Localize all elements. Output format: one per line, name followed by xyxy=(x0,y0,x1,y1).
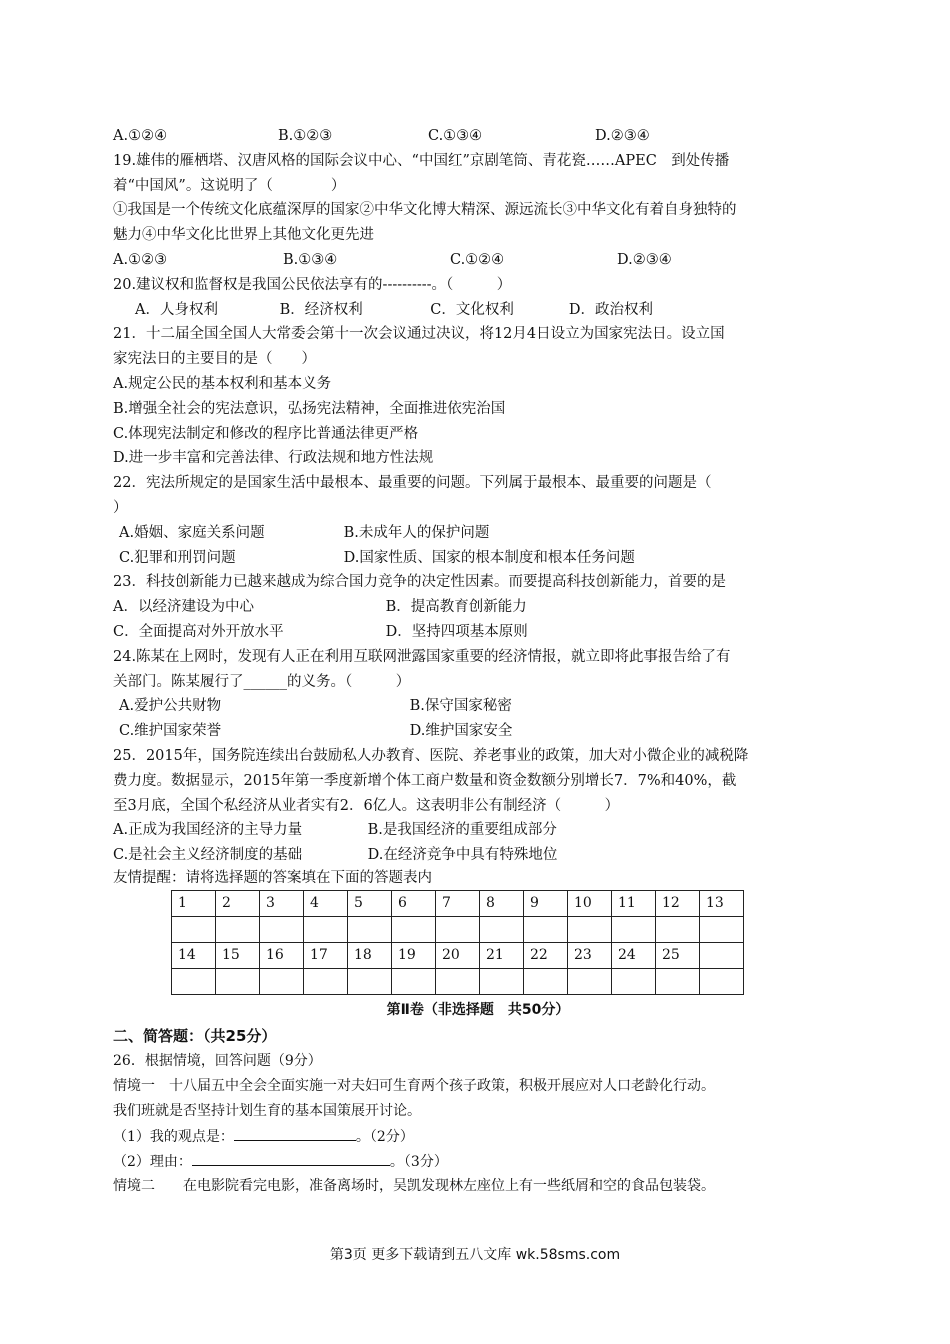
answer-cell-input[interactable] xyxy=(656,968,700,994)
q18-option-a: A.①②④ xyxy=(113,128,168,144)
q18-options xyxy=(113,124,843,149)
q26-scene-1-line-2: 我们班就是否坚持计划生育的基本国策展开讨论。 xyxy=(113,1102,421,1119)
answer-cell-label: 21 xyxy=(480,942,524,968)
q26-sub-1 xyxy=(113,1124,843,1149)
q20-option-b: B．经济权利 xyxy=(279,301,363,318)
page-footer: 第3页 更多下载请到五八文库 wk.58sms.com xyxy=(329,1247,621,1263)
q23-stem: 23．科技创新能力已越来越成为综合国力竞争的决定性因素。而要提高科技创新能力，首要的是 xyxy=(113,574,726,591)
q18-option-d: D.②③④ xyxy=(595,128,650,144)
q22-options-row-1 xyxy=(113,521,843,546)
q22-option-d: D.国家性质、国家的根本制度和根本任务问题 xyxy=(343,549,635,566)
q19-option-b: B.①③④ xyxy=(283,251,338,268)
answer-cell-input[interactable] xyxy=(172,968,216,994)
q23-options-row-1 xyxy=(113,595,843,620)
q23-options-row-2 xyxy=(113,620,843,645)
answer-cell-input[interactable] xyxy=(348,968,392,994)
answer-table xyxy=(171,890,744,995)
q24-stem-1: 24.陈某在上网时，发现有人正在利用互联网泄露国家重要的经济情报，就立即将此事报告给了有 xyxy=(113,648,731,665)
q19-items-1: ①我国是一个传统文化底蕴深厚的国家②中华文化博大精深、源远流长③中华文化有着自身独特的 xyxy=(113,202,737,219)
q19-option-c: C.①②④ xyxy=(450,251,505,268)
q26-sub-2-blank[interactable] xyxy=(192,1149,390,1166)
answer-cell-input[interactable] xyxy=(480,916,524,942)
q26-scene-1-line-1: 情境一 十八届五中全会全面实施一对夫妇可生育两个孩子政策，积极开展应对人口老龄化行动。 xyxy=(113,1077,715,1094)
answer-cell-label: 12 xyxy=(656,890,700,916)
answer-table-row-blank-1 xyxy=(172,916,744,942)
answer-cell-input[interactable] xyxy=(568,968,612,994)
q19-options xyxy=(113,248,843,273)
answer-cell-input[interactable] xyxy=(304,916,348,942)
answer-cell-label: 19 xyxy=(392,942,436,968)
answer-cell-input[interactable] xyxy=(392,968,436,994)
answer-cell-label: 9 xyxy=(524,890,568,916)
q26-sub-2-tail: 。（3分） xyxy=(389,1153,448,1170)
q26-sub-1-blank[interactable] xyxy=(234,1124,356,1141)
answer-cell-label: 10 xyxy=(568,890,612,916)
answer-cell-label: 8 xyxy=(480,890,524,916)
q20-stem: 20.建议权和监督权是我国公民依法享有的----------。（ ） xyxy=(113,276,512,293)
q25-option-c: C.是社会主义经济制度的基础 xyxy=(113,847,303,864)
answer-cell-input[interactable] xyxy=(260,968,304,994)
answer-cell-label: 3 xyxy=(260,890,304,916)
answer-cell-label: 20 xyxy=(436,942,480,968)
answer-table-row-numbers-2 xyxy=(172,942,744,968)
q26-scene-2: 情境二 在电影院看完电影，准备离场时，吴凯发现林左座位上有一些纸屑和空的食品包装袋。 xyxy=(113,1177,715,1194)
answer-cell-input[interactable] xyxy=(656,916,700,942)
q18-option-b: B.①②③ xyxy=(278,128,333,144)
q24-option-d: D.维护国家安全 xyxy=(409,723,513,740)
answer-cell-label: 15 xyxy=(216,942,260,968)
q22-stem-1: 22．宪法所规定的是国家生活中最根本、最重要的问题。下列属于最根本、最重要的问题是（ xyxy=(113,475,712,492)
q25-options-row-1 xyxy=(113,818,843,843)
answer-cell-input[interactable] xyxy=(392,916,436,942)
q26-sub-1-label: （1）我的观点是： xyxy=(113,1128,234,1145)
answer-cell-input[interactable] xyxy=(524,916,568,942)
q24-options-row-2 xyxy=(113,719,843,744)
q22-option-a: A.婚姻、家庭关系问题 xyxy=(119,524,265,541)
q24-stem-2: 关部门。陈某履行了______的义务。（ ） xyxy=(113,673,411,690)
q25-option-a: A.正成为我国经济的主导力量 xyxy=(113,822,303,839)
q22-options-row-2 xyxy=(113,546,843,571)
q22-option-b: B.未成年人的保护问题 xyxy=(343,524,490,541)
q19-option-d: D.②③④ xyxy=(617,251,672,268)
q21-stem-1: 21．十二届全国全国人大常委会第十一次会议通过决议，将12月4日设立为国家宪法日。设立国 xyxy=(113,326,725,343)
answer-cell-input[interactable] xyxy=(436,968,480,994)
answer-cell-label: 1 xyxy=(172,890,216,916)
answer-cell-label: 5 xyxy=(348,890,392,916)
q20-option-c: C．文化权利 xyxy=(430,301,514,318)
q25-stem-1: 25．2015年，国务院连续出台鼓励私人办教育、医院、养老事业的政策，加大对小微企业的减税降 xyxy=(113,747,749,764)
q25-options-row-2 xyxy=(113,843,843,868)
answer-cell-label xyxy=(700,942,744,968)
answer-cell-label: 25 xyxy=(656,942,700,968)
q20-option-a: A．人身权利 xyxy=(135,301,218,318)
q19-stem-2: 着“中国风”。这说明了（ ） xyxy=(113,177,346,194)
q20-options xyxy=(113,298,843,323)
q22-option-c: C.犯罪和刑罚问题 xyxy=(119,549,236,566)
answer-cell-input[interactable] xyxy=(480,968,524,994)
answer-cell-label: 22 xyxy=(524,942,568,968)
q23-option-a: A．以经济建设为中心 xyxy=(113,599,254,616)
q21-option-b: B.增强全社会的宪法意识，弘扬宪法精神，全面推进依宪治国 xyxy=(113,400,506,417)
q24-option-c: C.维护国家荣誉 xyxy=(119,723,222,740)
answer-cell-input[interactable] xyxy=(700,968,744,994)
q25-stem-3: 至3月底，全国个私经济从业者实有2．6亿人。这表明非公有制经济（ ） xyxy=(113,797,620,814)
q18-option-c: C.①③④ xyxy=(428,128,483,144)
answer-cell-input[interactable] xyxy=(304,968,348,994)
answer-cell-label: 11 xyxy=(612,890,656,916)
part-2-title: 第Ⅱ卷（非选择题 共50分） xyxy=(386,1001,570,1018)
q26-stem: 26．根据情境，回答问题（9分） xyxy=(113,1052,322,1069)
answer-cell-label: 14 xyxy=(172,942,216,968)
q25-option-b: B.是我国经济的重要组成部分 xyxy=(367,822,557,839)
answer-cell-input[interactable] xyxy=(612,916,656,942)
q19-option-a: A.①②③ xyxy=(113,251,168,268)
answer-cell-input[interactable] xyxy=(524,968,568,994)
answer-cell-label: 13 xyxy=(700,890,744,916)
answer-cell-label: 23 xyxy=(568,942,612,968)
answer-cell-label: 7 xyxy=(436,890,480,916)
answer-cell-label: 18 xyxy=(348,942,392,968)
q23-option-c: C．全面提高对外开放水平 xyxy=(113,623,284,640)
answer-reminder: 友情提醒：请将选择题的答案填在下面的答题表内 xyxy=(113,869,432,886)
answer-cell-input[interactable] xyxy=(700,916,744,942)
q23-option-d: D．坚持四项基本原则 xyxy=(385,623,528,640)
answer-cell-label: 6 xyxy=(392,890,436,916)
answer-cell-label: 2 xyxy=(216,890,260,916)
q23-option-b: B．提高教育创新能力 xyxy=(385,599,527,616)
answer-table-row-numbers-1 xyxy=(172,890,744,916)
q21-option-d: D.进一步丰富和完善法律、行政法规和地方性法规 xyxy=(113,450,434,467)
answer-cell-input[interactable] xyxy=(612,968,656,994)
q20-option-d: D．政治权利 xyxy=(568,301,653,318)
q24-option-a: A.爱护公共财物 xyxy=(119,698,222,715)
q26-sub-2-label: （2）理由： xyxy=(113,1153,192,1170)
answer-cell-input[interactable] xyxy=(260,916,304,942)
answer-cell-label: 4 xyxy=(304,890,348,916)
answer-cell-input[interactable] xyxy=(216,916,260,942)
q19-items-2: 魅力④中华文化比世界上其他文化更先进 xyxy=(113,227,374,244)
answer-cell-label: 17 xyxy=(304,942,348,968)
answer-cell-input[interactable] xyxy=(436,916,480,942)
section-2-heading: 二、简答题：（共25分） xyxy=(113,1026,277,1045)
q26-sub-1-tail: 。（2分） xyxy=(355,1128,414,1145)
answer-table-row-blank-2 xyxy=(172,968,744,994)
q25-stem-2: 费力度。数据显示，2015年第一季度新增个体工商户数量和资金数额分别增长7．7%和40%，截 xyxy=(113,772,737,789)
q25-option-d: D.在经济竞争中具有特殊地位 xyxy=(367,847,558,864)
answer-cell-label: 24 xyxy=(612,942,656,968)
answer-cell-input[interactable] xyxy=(568,916,612,942)
exam-page xyxy=(113,124,843,1199)
q19-stem-1: 19.雄伟的雁栖塔、汉唐风格的国际会议中心、“中国红”京剧笔筒、青花瓷……APEC 到处传播 xyxy=(113,152,730,169)
q21-option-a: A.规定公民的基本权利和基本义务 xyxy=(113,375,332,392)
answer-cell-input[interactable] xyxy=(172,916,216,942)
q21-option-c: C.体现宪法制定和修改的程序比普通法律更严格 xyxy=(113,425,419,442)
answer-cell-input[interactable] xyxy=(216,968,260,994)
answer-cell-label: 16 xyxy=(260,942,304,968)
q24-option-b: B.保守国家秘密 xyxy=(409,698,512,715)
q22-stem-2: ） xyxy=(113,499,128,516)
answer-cell-input[interactable] xyxy=(348,916,392,942)
q21-stem-2: 家宪法日的主要目的是（ ） xyxy=(113,351,316,368)
q26-sub-2 xyxy=(113,1149,843,1174)
q24-options-row-1 xyxy=(113,694,843,719)
